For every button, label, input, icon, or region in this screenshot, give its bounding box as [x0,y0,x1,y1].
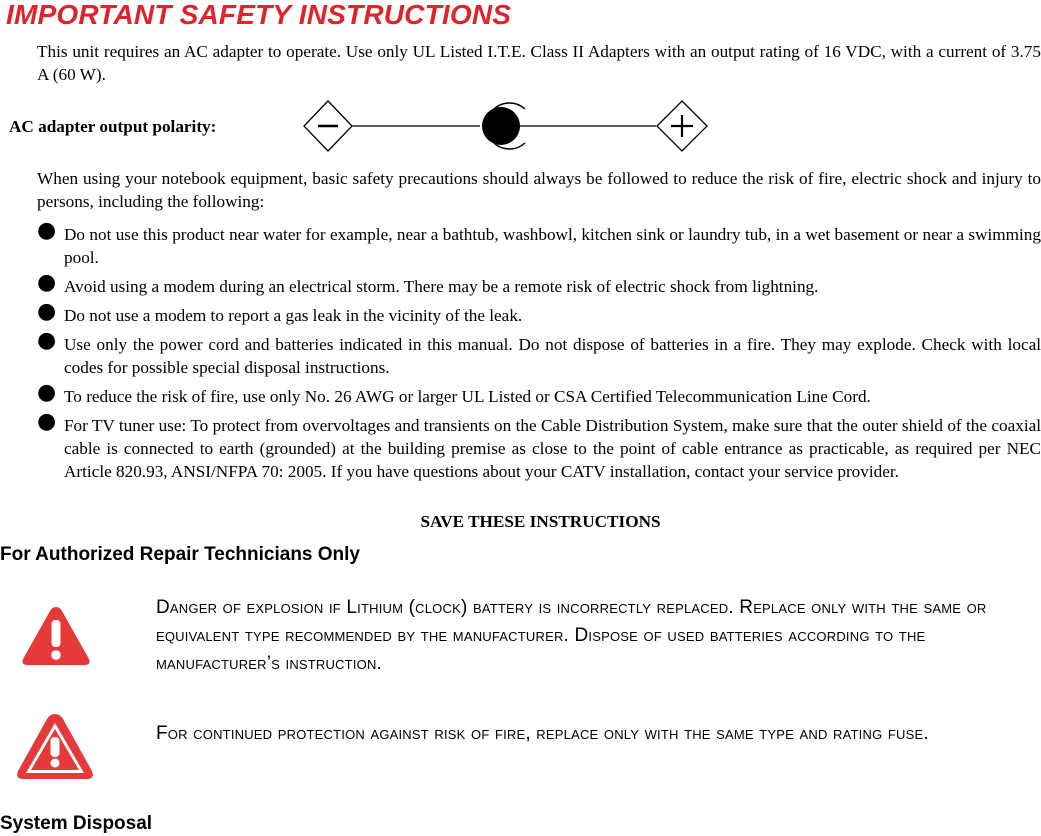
lithium-battery-warning: Danger of explosion if Lithium (clock) battery is incorrectly replaced. Replace only with the same or equivalent type recommended by the manufacturer. Dispose of used batteries according to the manufacturer’s instruction. [156,597,987,674]
bullet-icon: ● [37,270,57,295]
fuse-warning: For continued protection against risk of fire, replace only with the same type and rating fuse. [156,723,929,744]
warning-triangle-icon [20,604,92,668]
list-item [37,218,1041,269]
intro-paragraph: This unit requires an AC adapter to operate. Use only UL Listed I.T.E. Class II Adapters with an output rating of 16 VDC, with a current of 3.75 A (60 W). [37,42,1041,84]
bullet-icon: ● [37,218,57,243]
repair-heading: For Authorized Repair Technicians Only [0,544,360,565]
list-item-text: Do not use this product near water for example, near a bathtub, washbowl, kitchen sink or laundry tub, in a wet basement or near a swimming pool. [64,225,1041,267]
list-item [37,328,1041,379]
save-instructions: SAVE THESE INSTRUCTIONS [420,512,661,531]
bullet-icon: ● [37,328,57,353]
page-title: IMPORTANT SAFETY INSTRUCTIONS [6,0,512,30]
polarity-label: AC adapter output polarity: [9,117,217,136]
list-item-text: To reduce the risk of fire, use only No. 26 AWG or larger UL Listed or CSA Certified Telecommunication Line Cord. [64,387,871,406]
list-item-text: Do not use a modem to report a gas leak in the vicinity of the leak. [64,306,523,325]
warning-triangle-icon [15,712,95,782]
list-item-text: For TV tuner use: To protect from overvoltages and transients on the Cable Distribution System, make sure that the outer shield of the coaxial cable is connected to earth (grounded) at the building premise as close to the point of cable entrance as practicable, as required per NEC Article 820.93, ANSI/NFPA 70: 2005. If you have questions about your CATV installation, contact your service provider. [64,416,1041,481]
bullet-icon: ● [37,299,57,324]
polarity-diagram [302,96,712,158]
precautions-intro: When using your notebook equipment, basic safety precautions should always be followed to reduce the risk of fire, electric shock and injury to persons, including the following: [37,169,1041,211]
bullet-icon: ● [37,409,57,434]
disposal-heading: System Disposal [0,813,153,834]
list-item-text: Use only the power cord and batteries indicated in this manual. Do not dispose of batteries in a fire. They may explode. Check with local codes for possible special disposal instructions. [64,335,1041,377]
bullet-icon: ● [37,380,57,405]
list-item [37,270,1041,298]
list-item [37,380,1041,408]
center-pin-dot [482,107,520,145]
list-item [37,409,1041,483]
list-item [37,299,1041,327]
list-item-text: Avoid using a modem during an electrical storm. There may be a remote risk of electric shock from lightning. [64,277,819,296]
